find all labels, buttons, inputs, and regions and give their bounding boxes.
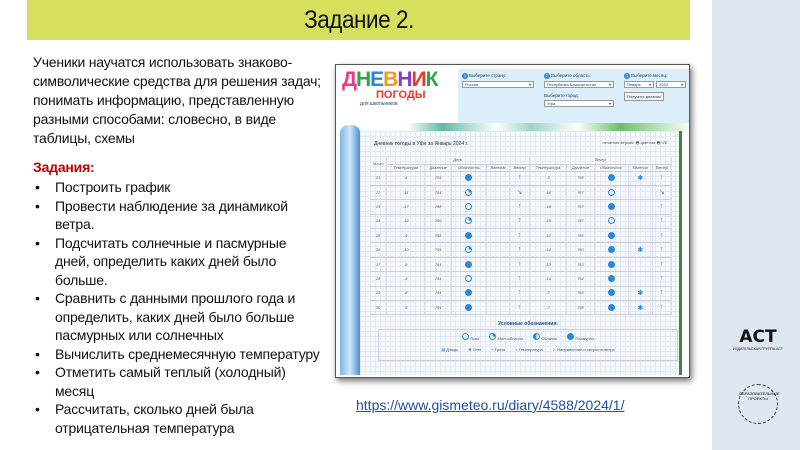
temp-cell: -13 bbox=[545, 233, 551, 238]
print-label: печатная версия: bbox=[602, 140, 635, 145]
legend-label: Облачно bbox=[541, 336, 558, 341]
month-label: Выберите месяц: bbox=[631, 73, 668, 78]
wind-arrow-icon: ↑ bbox=[517, 174, 522, 182]
snow-icon: ✱ bbox=[637, 247, 644, 255]
wind-arrow-icon: ↑ bbox=[660, 246, 664, 254]
ast-logo-text: АСТ bbox=[739, 327, 777, 347]
legend-label: Направление и скорость ветра bbox=[557, 347, 615, 352]
temp-cell: -15 bbox=[545, 219, 551, 224]
year-select[interactable]: 2024 ▾ bbox=[656, 81, 686, 88]
temp-cell: -7 bbox=[546, 291, 550, 296]
pressure-cell: 760 bbox=[577, 248, 584, 253]
pressure-cell: 757 bbox=[577, 219, 584, 224]
table-row bbox=[370, 243, 672, 257]
temp-cell: -8 bbox=[404, 291, 408, 296]
legend-icon bbox=[462, 336, 469, 341]
temp-cell: -14 bbox=[545, 204, 551, 209]
cloud-icon bbox=[608, 246, 615, 253]
temp-cell: -12 bbox=[402, 219, 409, 224]
print-options bbox=[603, 140, 668, 147]
date-cell: 23 bbox=[376, 204, 381, 209]
legend-icon: ϟ bbox=[491, 347, 494, 352]
pressure-cell: 764 bbox=[435, 276, 442, 281]
cloud-icon bbox=[465, 203, 472, 210]
temp-cell: -17 bbox=[402, 204, 409, 209]
wind-arrow-icon: ↑ bbox=[660, 260, 664, 268]
month-select[interactable]: Январь ▾ bbox=[624, 81, 654, 88]
col-header: Облачность bbox=[452, 164, 486, 171]
legend-title: Условные обозначения: bbox=[498, 321, 558, 327]
print-bw-link[interactable]: 🖶 ч/б bbox=[656, 140, 667, 145]
task-item: • Провести наблюдение за динамикой ветра. bbox=[33, 197, 323, 234]
ast-logo bbox=[733, 327, 783, 351]
temp-cell: -4 bbox=[404, 176, 408, 181]
legend bbox=[378, 321, 678, 361]
table-row bbox=[370, 200, 672, 214]
cloud-icon bbox=[465, 289, 472, 296]
legend-item bbox=[567, 333, 594, 341]
edu-projects-stamp bbox=[738, 384, 778, 424]
temp-cell: -8 bbox=[404, 262, 408, 267]
pressure-cell: 764 bbox=[435, 262, 442, 267]
cloud-icon bbox=[608, 232, 615, 239]
col-header: Давление bbox=[567, 164, 594, 171]
cloud-icon bbox=[465, 232, 472, 239]
city-value: Уфа bbox=[547, 101, 556, 106]
pressure-cell: 764 bbox=[435, 291, 442, 296]
date-cell: 26 bbox=[376, 248, 381, 253]
temp-cell: -14 bbox=[545, 248, 551, 253]
cloud-icon bbox=[465, 275, 472, 282]
title-bar bbox=[27, 0, 690, 40]
wind-arrow-icon: ↑ bbox=[517, 289, 522, 297]
wind-arrow-icon: ↑ bbox=[517, 303, 522, 311]
legend-label: Гроза bbox=[494, 347, 506, 352]
table-row bbox=[370, 257, 672, 271]
temp-cell: -10 bbox=[402, 248, 409, 253]
tasks-heading: Задания: bbox=[33, 159, 95, 175]
gismeteo-screenshot bbox=[335, 64, 690, 378]
wind-arrow-icon: ↑ bbox=[517, 260, 522, 268]
print-bw-label: ч/б bbox=[661, 140, 667, 145]
legend-label: Малооблачно bbox=[497, 336, 524, 341]
wind-arrow-icon: ↑ bbox=[660, 231, 664, 239]
pressure-cell: 763 bbox=[577, 262, 584, 267]
wind-arrow-icon: ↑ bbox=[517, 274, 522, 282]
cloud-icon bbox=[465, 189, 472, 196]
date-cell: 25 bbox=[376, 233, 381, 238]
diary-title: Дневник погоды в Уфе за Январь 2024 г. bbox=[374, 141, 469, 147]
table-row bbox=[370, 214, 672, 228]
diary-paper bbox=[360, 131, 682, 375]
pressure-cell: 768 bbox=[435, 204, 442, 209]
date-cell: 27 bbox=[376, 262, 381, 267]
task-item: • Построить график bbox=[33, 178, 323, 197]
legend-icon bbox=[567, 336, 574, 341]
wind-arrow-icon: ↑ bbox=[517, 217, 522, 225]
wind-arrow-icon: ↑ bbox=[660, 289, 664, 297]
legend-item bbox=[468, 347, 481, 352]
legend-icon: ✱ bbox=[468, 347, 472, 352]
col-evening: Вечер bbox=[529, 157, 671, 164]
wind-arrow-icon: ↘ bbox=[516, 188, 523, 196]
temp-cell: -16 bbox=[545, 190, 551, 195]
snow-icon: ✱ bbox=[637, 304, 644, 312]
legend-label: Пасмурно bbox=[575, 336, 595, 341]
date-cell: 30 bbox=[376, 305, 381, 310]
slide-title: Задание 2. bbox=[303, 5, 414, 34]
date-cell: 24 bbox=[376, 219, 381, 224]
date-cell: 28 bbox=[376, 276, 381, 281]
region-select[interactable]: Республика Башкортостан ▾ bbox=[544, 81, 614, 88]
date-cell: 21 bbox=[376, 176, 381, 181]
legend-item bbox=[462, 333, 479, 341]
date-cell: 22 bbox=[376, 190, 381, 195]
wind-arrow-icon: ↑ bbox=[660, 174, 664, 182]
pressure-cell: 755 bbox=[577, 176, 584, 181]
legend-label: Ясно bbox=[470, 336, 480, 341]
snow-icon: ✱ bbox=[637, 175, 644, 183]
task-item: • Сравнить с данными прошлого года и определить, каких дней было больше пасмурных или солнечных bbox=[33, 289, 323, 345]
temp-cell: -11 bbox=[403, 190, 409, 195]
col-day: День bbox=[387, 157, 529, 164]
legend-item bbox=[489, 333, 523, 341]
city-label: Выберите город: bbox=[544, 93, 579, 98]
cloud-icon bbox=[465, 217, 472, 224]
tasks-list bbox=[33, 178, 323, 437]
right-panel bbox=[712, 0, 800, 450]
cloud-icon bbox=[608, 203, 615, 210]
stamp-text: ОБРАЗОВАТЕЛЬНЫЕ ПРОЕКТЫ bbox=[739, 391, 780, 401]
task-item: • Отметить самый теплый (холодный) месяц bbox=[33, 363, 323, 400]
legend-item bbox=[515, 347, 543, 352]
wind-arrow-icon: ↑ bbox=[660, 217, 664, 225]
country-value: Россия bbox=[465, 82, 479, 87]
weather-table bbox=[370, 157, 672, 315]
pressure-cell: 764 bbox=[577, 276, 584, 281]
wind-arrow-icon: ↑ bbox=[517, 202, 522, 210]
pressure-cell: 767 bbox=[577, 204, 584, 209]
table-row bbox=[370, 272, 672, 286]
scroll-decoration bbox=[340, 125, 360, 375]
cloud-icon bbox=[465, 304, 472, 311]
pressure-cell: 759 bbox=[435, 248, 442, 253]
cloud-icon bbox=[608, 189, 615, 196]
col-date: Число bbox=[370, 157, 387, 171]
col-header: Явления bbox=[628, 164, 652, 171]
legend-item bbox=[533, 333, 557, 341]
wind-arrow-icon: ↑ bbox=[517, 246, 522, 254]
temp-cell: -9 bbox=[404, 233, 408, 238]
cloud-icon bbox=[608, 275, 615, 282]
legend-item bbox=[441, 347, 458, 352]
wind-arrow-icon: ↑ bbox=[660, 274, 664, 282]
legend-item bbox=[492, 347, 506, 352]
left-column bbox=[33, 53, 323, 437]
col-header: Ветер bbox=[652, 164, 671, 171]
task-item: • Рассчитать, сколько дней была отрицательная температура bbox=[33, 400, 323, 437]
temp-cell: -7 bbox=[546, 305, 550, 310]
col-header: Явления bbox=[486, 164, 510, 171]
legend-label: Дождь bbox=[446, 347, 459, 352]
wind-arrow-icon: ↑ bbox=[660, 202, 664, 210]
temp-cell: -5 bbox=[546, 176, 550, 181]
cloud-icon bbox=[608, 217, 615, 224]
task-item: • Подсчитать солнечные и пасмурные дней, определить каких дней было больше. bbox=[33, 234, 323, 290]
temp-cell: -5 bbox=[404, 305, 408, 310]
selection-panel: 1 Выберите страну: Россия ▾ 2 Выберите область: Республика Башкортостан ▾ Выберите город: Уфа ▾ 3 Выберите месяц: Январь ▾ 2024 ▾ Получить дневник bbox=[458, 69, 690, 127]
table-row bbox=[370, 301, 672, 315]
temp-cell: -9 bbox=[404, 276, 408, 281]
legend-icon: ↙ bbox=[552, 347, 557, 352]
get-diary-button[interactable]: Получить дневник bbox=[624, 92, 664, 101]
table-row bbox=[370, 171, 672, 185]
month-value: Январь bbox=[627, 82, 641, 87]
region-label: Выберите область: bbox=[551, 73, 591, 78]
wind-arrow-icon: ↑ bbox=[517, 231, 522, 239]
cloud-icon bbox=[465, 174, 472, 181]
pressure-cell: 753 bbox=[435, 176, 442, 181]
col-header: Давление bbox=[425, 164, 452, 171]
print-color-label: цветная bbox=[640, 140, 656, 145]
pressure-cell: 767 bbox=[577, 190, 584, 195]
date-cell: 29 bbox=[376, 291, 381, 296]
country-label: Выберите страну: bbox=[469, 73, 507, 78]
wind-arrow-icon: ↘ bbox=[658, 188, 665, 196]
pressure-cell: 758 bbox=[577, 305, 584, 310]
legend-item bbox=[553, 347, 615, 352]
intro-text: Ученики научатся использовать знаково-символические средства для решения задач; понимать информацию, представленную разными способами: словесно, в виде таблицы, схемы bbox=[33, 54, 321, 146]
legend-icon bbox=[533, 336, 540, 341]
snow-icon: ✱ bbox=[637, 290, 644, 298]
col-header: Температура bbox=[529, 164, 567, 171]
decorative-splash bbox=[336, 123, 690, 131]
temp-cell: -14 bbox=[545, 276, 551, 281]
ast-caption: ИЗДАТЕЛЬСКАЯ ГРУППА АСТ bbox=[733, 347, 783, 351]
pressure-cell: 763 bbox=[577, 291, 584, 296]
cloud-icon bbox=[608, 261, 615, 268]
region-value: Республика Башкортостан bbox=[547, 82, 597, 87]
pressure-cell: 754 bbox=[435, 305, 442, 310]
pressure-cell: 753 bbox=[435, 233, 442, 238]
legend-icon: ± bbox=[515, 347, 518, 352]
legend-label: Температура bbox=[518, 347, 543, 352]
cloud-icon bbox=[608, 304, 615, 311]
cloud-icon bbox=[608, 289, 615, 296]
country-select[interactable]: Россия ▾ bbox=[462, 81, 534, 88]
task-item: • Вычислить среднемесячную температуру bbox=[33, 345, 323, 364]
cloud-icon bbox=[465, 246, 472, 253]
col-header: Облачность bbox=[594, 164, 628, 171]
pressure-cell: 760 bbox=[435, 219, 442, 224]
pressure-cell: 755 bbox=[577, 233, 584, 238]
cloud-icon bbox=[465, 261, 472, 268]
table-row bbox=[370, 229, 672, 243]
city-select[interactable]: Уфа ▾ bbox=[544, 100, 614, 107]
print-color-link[interactable]: 🖶 цветная bbox=[635, 140, 656, 145]
legend-icon bbox=[489, 336, 496, 341]
diary-logo: ДНЕВНИК ПОГОДЫ для школьников bbox=[342, 68, 438, 107]
table-row bbox=[370, 185, 672, 199]
legend-label: Снег bbox=[472, 347, 482, 352]
col-header: Ветер bbox=[510, 164, 529, 171]
gismeteo-link[interactable]: https://www.gismeteo.ru/diary/4588/2024/1/ bbox=[356, 397, 625, 413]
pressure-cell: 764 bbox=[435, 190, 442, 195]
table-row bbox=[370, 286, 672, 300]
temp-cell: -13 bbox=[545, 262, 551, 267]
wind-arrow-icon: ↑ bbox=[660, 303, 664, 311]
legend-icon: ▦ bbox=[441, 347, 446, 352]
cloud-icon bbox=[608, 174, 615, 181]
col-header: Температура bbox=[387, 164, 425, 171]
year-value: 2024 bbox=[659, 82, 668, 87]
